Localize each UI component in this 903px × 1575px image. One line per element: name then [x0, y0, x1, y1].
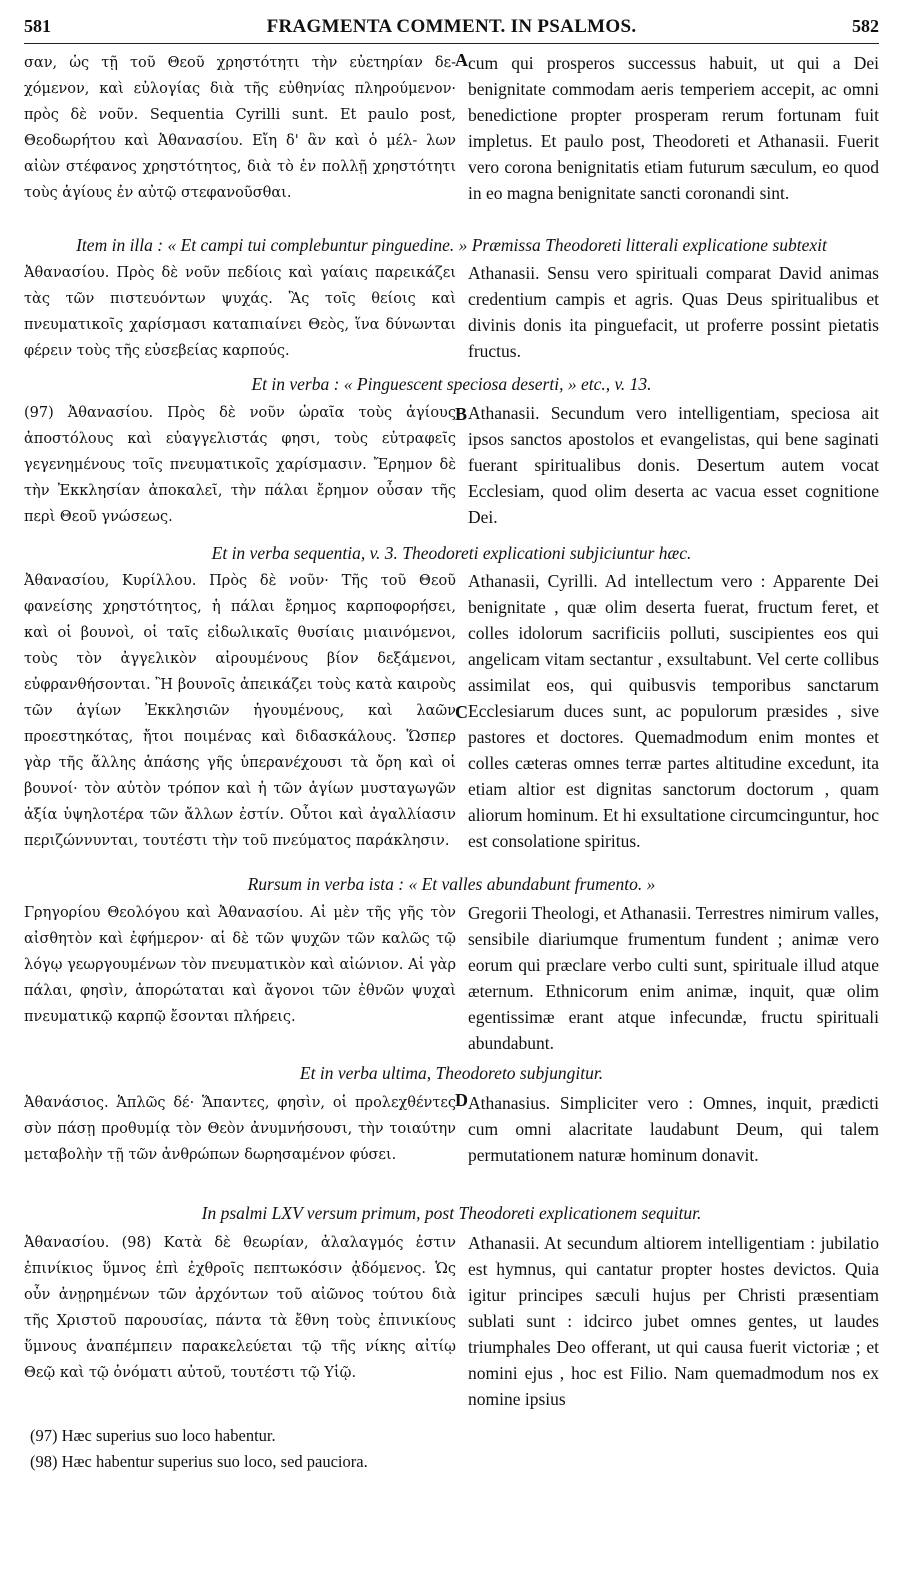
margin-marker: B [455, 404, 468, 424]
margin-marker: D [455, 1090, 468, 1110]
page-number-left: 581 [24, 16, 51, 36]
header-rule [24, 43, 879, 44]
latin-text: Athanasius. Simpliciter vero : Omnes, inquit, prædicti cum omni alacritate laudabunt Deum, qui talem permutationem naturæ hominum donavit. [468, 1093, 879, 1165]
footnotes [24, 1423, 879, 1475]
running-header [24, 16, 879, 40]
greek-text: Ἀθανασίου. (98) Κατὰ δὲ θεωρίαν, ἀλαλαγμός ἐστιν ἐπινίκιος ὕμνος ἐπὶ ἐχθροῖς πεπτωκόσιν ᾀδόμενος. Ὡς οὖν ἀνῃρημένων τῶν ἀρχόντων τοῦ αἰῶνος τούτου διὰ τῆς Χριστοῦ παρουσίας, πάντα τὰ ἔθνη τοὺς ἐπινικίους ὕμνους ἀναπέμπειν παρακελεύεται τῷ τῆς νίκης αἰτίῳ Θεῷ καὶ τῷ ὀνόματι αὐτοῦ, τουτέστι τῷ Υἱῷ. [24, 1235, 456, 1381]
latin-text: Gregorii Theologi, et Athanasii. Terrestres nimirum valles, sensibile diariumque frumentum fundent ; animæ vero eorum qui præclare verbo culti sunt, spirituale illud atque æternum. Ethnicorum enim animæ, inquit, quæ olim egentissimæ erant atque infecundæ, fructu spirituali abundabunt. [468, 903, 879, 1053]
latin-column [468, 1090, 879, 1168]
latin-column [468, 1230, 879, 1412]
greek-column [24, 50, 456, 206]
latin-text: Athanasii. Secundum vero intelligentiam, speciosa ait ipsos sanctos apostolos et evangelistas, qui bene saginati fuerant spiritualibus donis. Desertum autem vocat Ecclesiam, quod olim deserta ac vacua esset cognitione Dei. [468, 403, 879, 527]
section-heading: In psalmi LXV versum primum, post Theodoreti explicationem sequitur. [201, 1203, 702, 1223]
greek-text: Ἀθανάσιος. Ἁπλῶς δέ· Ἅπαντες, φησὶν, οἱ προλεχθέντες σὺν πάσῃ προθυμίᾳ τὸν Θεὸν ἀνυμνήσουσι, τὴν τοιαύτην μεταβολὴν τῇ τῶν ἀνθρώπων δωρησαμένον φύσει. [24, 1095, 456, 1163]
greek-text: σαν, ὡς τῇ τοῦ Θεοῦ χρηστότητι τὴν εὐετηρίαν δε- χόμενον, καὶ εὐλογίας διὰ τῆς εὐθηνίας πληρούμενον· πρὸς δὲ νοῦν. Sequentia Cyrilli sunt. Et paulo post, Θεοδωρήτου καὶ Ἀθανασίου. Εἴη δ' ἂν καὶ ὁ μέλ- λων αἰὼν στέφανος χρηστότητος, διὰ τὸ ἐν πολλῇ χρηστότητι τοὺς ἁγίους ἐν αὐτῷ στεφανοῦσθαι. [24, 55, 456, 201]
greek-column [24, 1090, 456, 1168]
section-heading: Rursum in verba ista : « Et valles abundabunt frumento. » [247, 874, 656, 894]
greek-text: (97) Ἀθανασίου. Πρὸς δὲ νοῦν ὡραῖα τοὺς ἁγίους ἀποστόλους καὶ εὐαγγελιστάς φησι, τοὺς εὐτραφεῖς γεγενημένους τοῖς πνευματικοῖς χαρίσμασιν. Ἔρημον δὲ τὴν Ἐκκλησίαν ἀποκαλεῖ, τὴν πάλαι ἔρημον οὖσαν τῆς περὶ Θεοῦ γνώσεως. [24, 405, 456, 525]
greek-text: Ἀθανασίου, Κυρίλλου. Πρὸς δὲ νοῦν· Τῆς τοῦ Θεοῦ φανείσης χρηστότητος, ἡ πάλαι ἔρημος καρποφορήσει, καὶ οἱ βουνοὶ, οἱ ταῖς εἰδωλικαῖς θυσίαις μιαινόμενοι, τοὺς τὸν ἀγγελικὸν αἱρουμένους βίον δεξάμενοι, εὐφρανθήσονται. Ἢ βουνοῖς ἀπεικάζει τοὺς κατὰ καιροὺς τῶν ἁγίων Ἐκκλησιῶν ἡγουμένους, καὶ λαῶν προεστηκότας, ἤτοι ποιμένας καὶ διδασκάλους. Ὥσπερ γὰρ τῆς ἄλλης ἁπάσης γῆς ὑπερανέχουσι τὰ ὄρη καὶ οἱ βουνοί· τὸν αὐτὸν τρόπον καὶ ἡ τῶν ἁγίων μυσταγωγῶν ἀξία ὑψηλοτέρα τῶν ἄλλων ἐστίν. Οὗτοι καὶ ἀγαλλίασιν περιζώννυνται, τουτέστι τὴν τοῦ πνεύματος παράκλησιν. [24, 573, 456, 849]
greek-column [24, 900, 456, 1030]
margin-marker: C [455, 702, 468, 722]
latin-text: Athanasii, Cyrilli. Ad intellectum vero : Apparente Dei benignitate , quæ olim deserta fuerat, fructum feret, et colles idolorum sacrificiis polluti, suscipientes eos qui angelicam vitam sectantur , exsultabunt. Vel certe collibus assimilat eos, qui quibusvis temporibus sanctarum Ecclesiarum duces sunt, ac populorum præsides , sive pastores et doctores. Quemadmodum enim montes et colles cæteras omnes terræ partes altitudine excedunt, ita etiam altior est dignitas sanctorum doctorum , quam aliorum hominum. Et hi exsultatione circumcinguntur, hoc est consolatione spiritus. [468, 571, 879, 851]
greek-column [24, 400, 456, 530]
latin-column [468, 50, 879, 206]
section-heading: Et in verba ultima, Theodoreto subjungitur. [299, 1063, 604, 1083]
greek-column [24, 1230, 456, 1386]
latin-column [468, 568, 879, 854]
latin-column [468, 260, 879, 364]
page-number-right: 582 [852, 16, 879, 36]
greek-column [24, 260, 456, 364]
section-heading: Item in illa : « Et campi tui complebuntur pinguedine. » Præmissa Theodoreti litterali explicatione subtexit [76, 235, 827, 255]
greek-text: Γρηγορίου Θεολόγου καὶ Ἀθανασίου. Αἱ μὲν τῆς γῆς τὸν αἰσθητὸν καὶ ἐφήμερον· αἱ δὲ τῶν ψυχῶν τῶν καλῶς τῷ λόγῳ γεωργουμένων τὸν πνευματικὸν καὶ αἰώνιον. Αἱ γὰρ πάλαι, φησὶν, ἀπορώταται καὶ ἄγονοι τῶν ἐθνῶν ψυχαὶ πνευματικῷ καρπῷ ἔσονται πλήρεις. [24, 905, 456, 1025]
section-heading: Et in verba : « Pinguescent speciosa deserti, » etc., v. 13. [251, 374, 652, 394]
latin-text: Athanasii. Sensu vero spirituali comparat David animas credentium campis et agris. Quas Deus spiritualibus et divinis donis ita pinguefacit, ut proferre possint pietatis fructus. [468, 263, 879, 361]
section-heading: Et in verba sequentia, v. 3. Theodoreti explicationi subjiciuntur hæc. [211, 543, 692, 563]
latin-column [468, 400, 879, 530]
margin-marker: A [455, 50, 468, 70]
latin-text: cum qui prosperos successus habuit, ut qui a Dei benignitate commodam aeris temperiem accepit, ac omni benedictione propter prosperam rerum fortunam fuit impletus. Et paulo post, Theodoreti et Athanasii. Fuerit vero corona benignitatis etiam futurum sæculum, eo quod in eo magna benignitate sancti coronandi sint. [468, 53, 879, 203]
greek-text: Ἀθανασίου. Πρὸς δὲ νοῦν πεδίοις καὶ γαίαις παρεικάζει τὰς τῶν πιστευόντων ψυχάς. Ἃς τοῖς θείοις καὶ πνευματικοῖς χαρίσμασι καταπιαίνει Θεὸς, ἵνα δύνωνται φέρειν τοὺς τῆς εὐσεβείας καρπούς. [24, 265, 456, 359]
greek-column [24, 568, 456, 854]
footnote: (97) Hæc superius suo loco habentur. [30, 1426, 276, 1445]
running-title: FRAGMENTA COMMENT. IN PSALMOS. [266, 16, 637, 37]
latin-text: Athanasii. At secundum altiorem intelligentiam : jubilatio est hymnus, qui cantatur propter hostes devictos. Quia igitur principes sæculi hujus per Christi præsentiam sublati sunt : idcirco jubet omnes gentes, ut laudes triumphales Deo offerant, ut qui causa fuerit victoriæ ; et nomini ejus , hoc est Filio. Nam quemadmodum nos ex nomine ipsius [468, 1233, 879, 1409]
latin-column [468, 900, 879, 1056]
footnote: (98) Hæc habentur superius suo loco, sed pauciora. [30, 1452, 368, 1471]
